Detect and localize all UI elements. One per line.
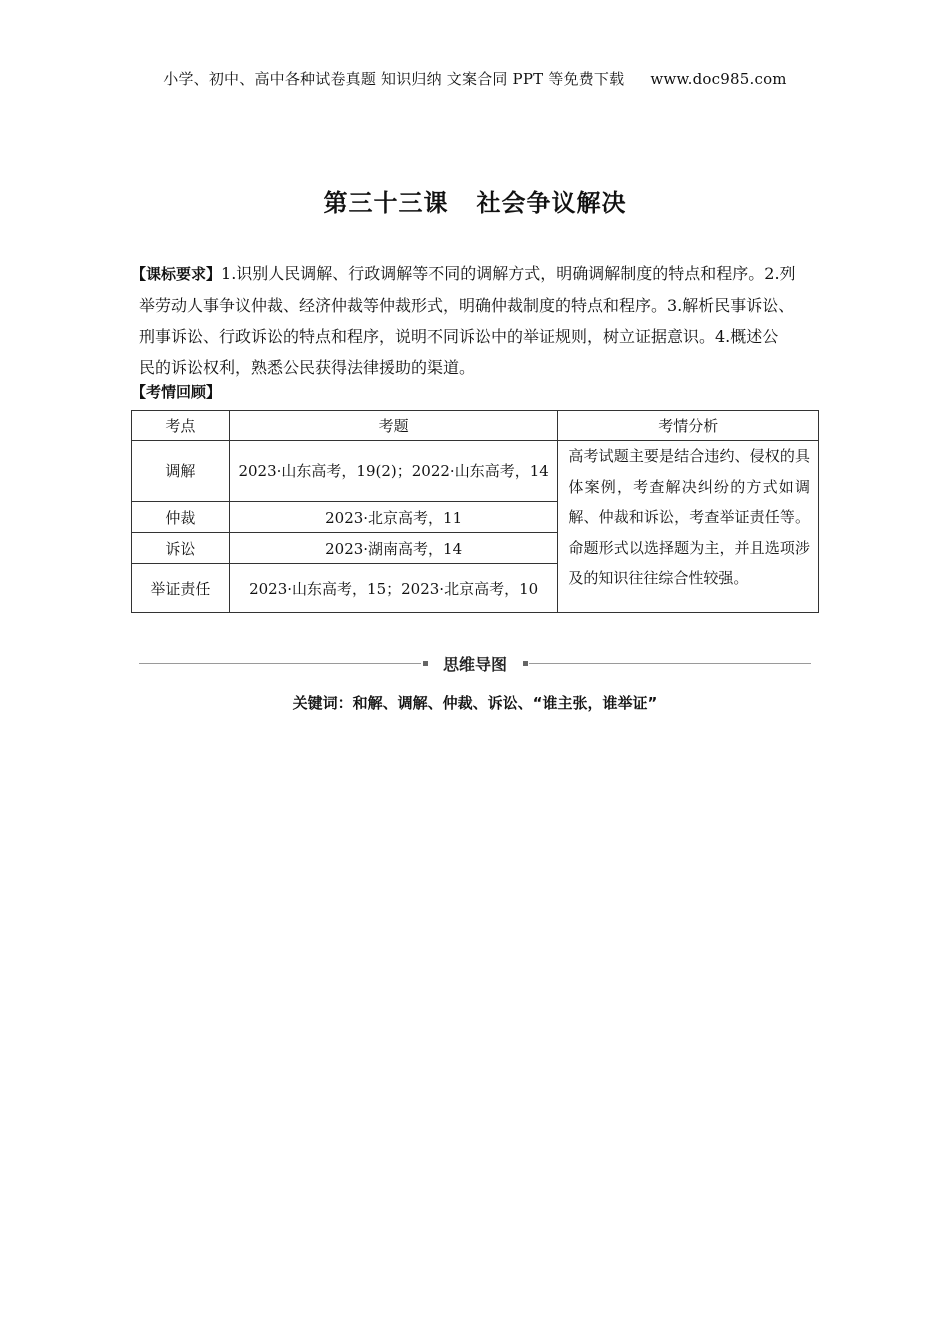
lesson-number: 第三十三课 bbox=[323, 189, 449, 217]
table-header-row bbox=[132, 411, 819, 441]
divider-square-icon bbox=[423, 661, 428, 666]
divider-line bbox=[139, 663, 421, 664]
review-label: 【考情回顾】 bbox=[131, 383, 222, 401]
curriculum-requirements bbox=[131, 258, 821, 383]
page-header bbox=[0, 68, 950, 89]
table-row bbox=[132, 441, 819, 502]
exam-review-table bbox=[131, 410, 819, 613]
page-title bbox=[0, 183, 950, 218]
cell-questions: 2023·湖南高考，14 bbox=[229, 533, 558, 564]
cell-questions: 2023·山东高考，15；2023·北京高考，10 bbox=[229, 564, 558, 613]
requirements-label: 【课标要求】 bbox=[131, 265, 222, 283]
header-text: 小学、初中、高中各种试卷真题 知识归纳 文案合同 PPT 等免费下载 bbox=[163, 70, 625, 88]
requirements-line-1: 1.识别人民调解、行政调解等不同的调解方式，明确调解制度的特点和程序。2.列 bbox=[221, 264, 796, 283]
mindmap-divider bbox=[139, 652, 811, 676]
requirements-line-2: 举劳动人事争议仲裁、经济仲裁等仲裁形式，明确仲裁制度的特点和程序。3.解析民事诉讼、 bbox=[139, 296, 795, 315]
cell-analysis: 高考试题主要是结合违约、侵权的具体案例，考查解决纠纷的方式如调解、仲裁和诉讼，考查举证责任等。命题形式以选择题为主，并且选项涉及的知识往往综合性较强。 bbox=[558, 441, 819, 613]
divider-line bbox=[529, 663, 811, 664]
lesson-topic: 社会争议解决 bbox=[476, 189, 627, 217]
mindmap-keywords: 关键词：和解、调解、仲裁、诉讼、“谁主张，谁举证” bbox=[292, 694, 658, 712]
cell-point: 仲裁 bbox=[132, 502, 230, 533]
divider-square-icon bbox=[523, 661, 528, 666]
header-analysis: 考情分析 bbox=[558, 411, 819, 441]
cell-point: 举证责任 bbox=[132, 564, 230, 613]
header-point: 考点 bbox=[132, 411, 230, 441]
header-url[interactable]: www.doc985.com bbox=[650, 70, 787, 88]
requirements-line-3: 刑事诉讼、行政诉讼的特点和程序，说明不同诉讼中的举证规则，树立证据意识。4.概述公 bbox=[139, 327, 779, 346]
mindmap-heading: 思维导图 bbox=[442, 655, 507, 674]
cell-questions: 2023·山东高考，19(2)；2022·山东高考，14 bbox=[229, 441, 558, 502]
cell-questions: 2023·北京高考，11 bbox=[229, 502, 558, 533]
cell-point: 调解 bbox=[132, 441, 230, 502]
requirements-line-4: 民的诉讼权利，熟悉公民获得法律援助的渠道。 bbox=[139, 358, 476, 377]
header-questions: 考题 bbox=[229, 411, 558, 441]
cell-point: 诉讼 bbox=[132, 533, 230, 564]
